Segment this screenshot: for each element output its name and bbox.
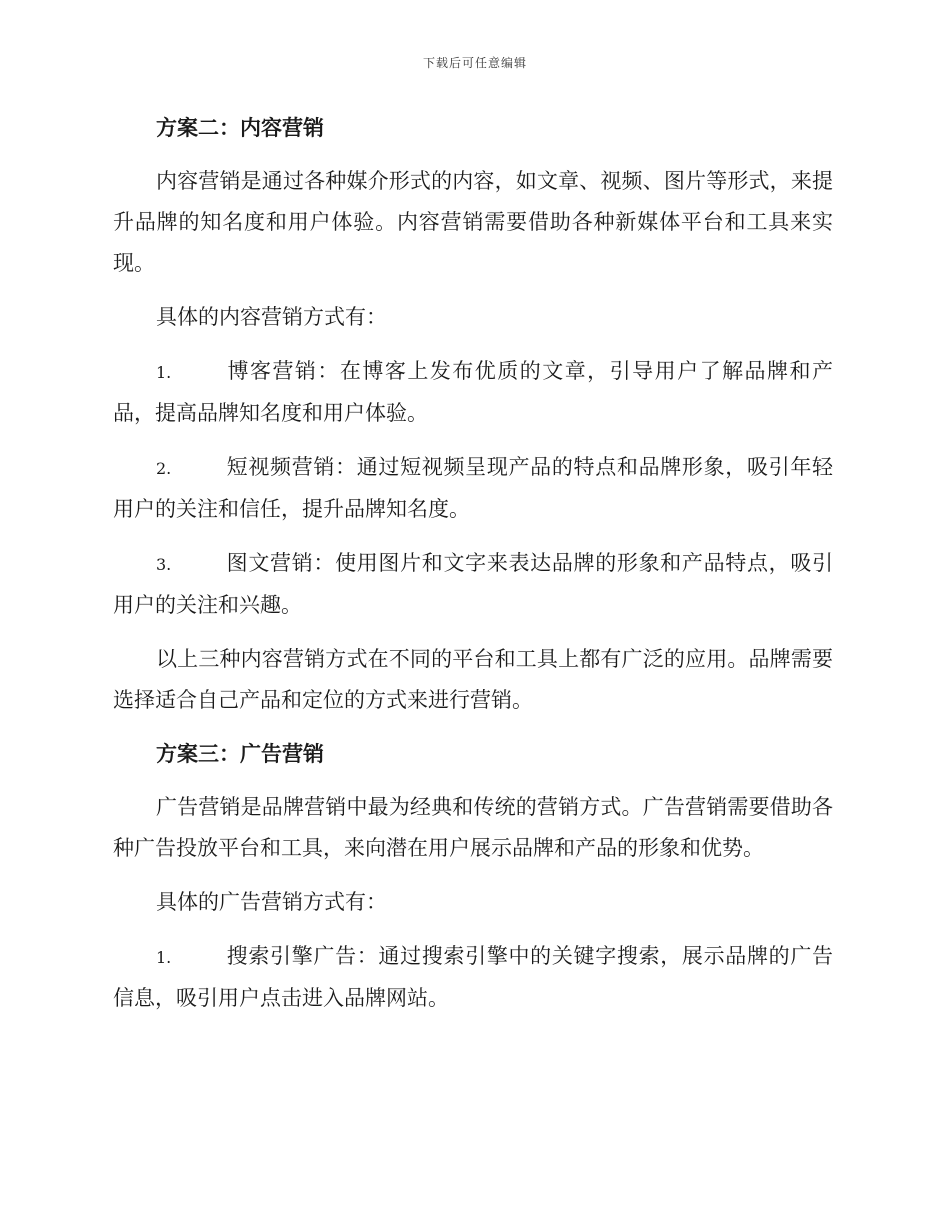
list-number: 2. (156, 459, 172, 478)
document-body (113, 108, 833, 1032)
list-number: 1. (156, 363, 172, 382)
section-2-title: 方案二：内容营销 (156, 115, 324, 140)
list-number: 3. (156, 555, 172, 574)
list-item-text: 图文营销：使用图片和文字来表达品牌的形象和产品特点，吸引用户的关注和兴趣。 (113, 551, 833, 617)
section-3-title: 方案三：广告营销 (156, 741, 324, 766)
section-3-lead: 具体的广告营销方式有： (156, 890, 387, 914)
page-header: 下载后可任意编辑 (422, 56, 527, 70)
list-item-text: 博客营销：在博客上发布优质的文章，引导用户了解品牌和产品，提高品牌知名度和用户体验。 (113, 359, 833, 425)
list-item-text: 搜索引擎广告：通过搜索引擎中的关键字搜索，展示品牌的广告信息，吸引用户点击进入品牌网站。 (113, 944, 833, 1010)
section-2-summary: 以上三种内容营销方式在不同的平台和工具上都有广泛的应用。品牌需要选择适合自己产品和定位的方式来进行营销。 (113, 647, 833, 712)
section-2-item-3 (113, 543, 833, 626)
list-number: 1. (156, 948, 172, 967)
section-2-intro: 内容营销是通过各种媒介形式的内容，如文章、视频、图片等形式，来提升品牌的知名度和用户体验。内容营销需要借助各种新媒体平台和工具来实现。 (113, 169, 833, 275)
list-item-text: 短视频营销：通过短视频呈现产品的特点和品牌形象，吸引年轻用户的关注和信任，提升品牌知名度。 (113, 455, 833, 521)
section-2-item-1 (113, 351, 833, 434)
section-2-item-2 (113, 447, 833, 530)
section-3-intro: 广告营销是品牌营销中最为经典和传统的营销方式。广告营销需要借助各种广告投放平台和工具，来向潜在用户展示品牌和产品的形象和优势。 (113, 795, 833, 860)
section-2-lead: 具体的内容营销方式有： (156, 305, 387, 329)
section-3-item-1 (113, 936, 833, 1019)
